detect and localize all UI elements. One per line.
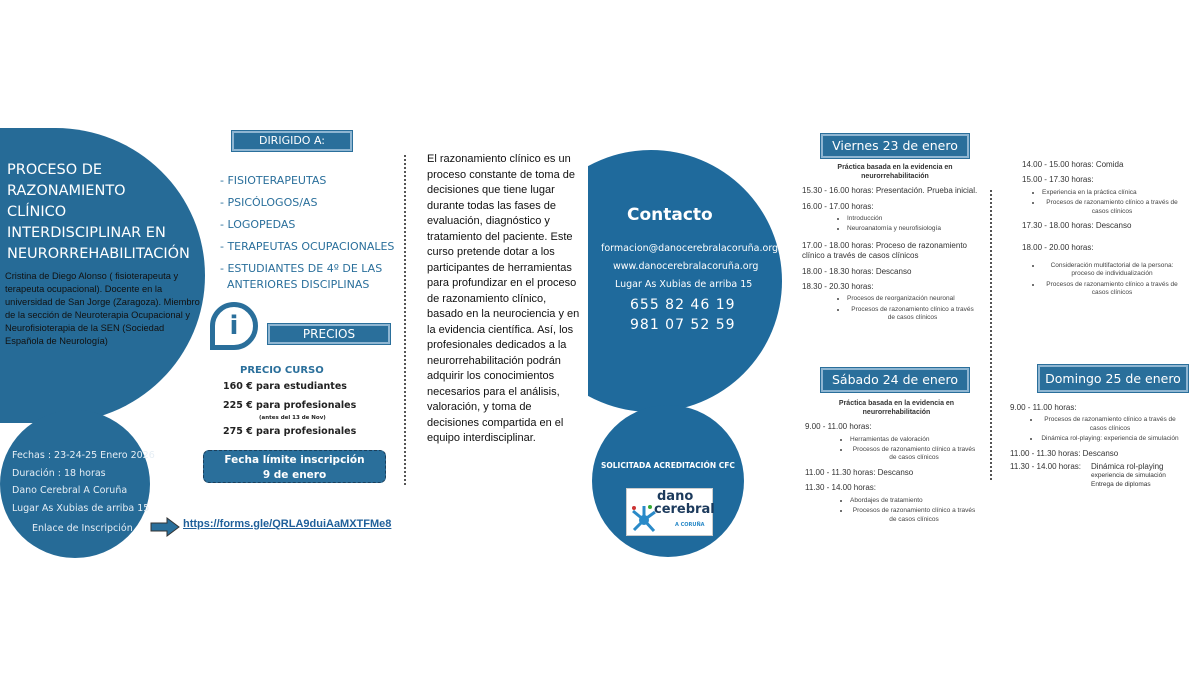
slot-item: • Procesos de razonamiento clínico a través de casos clínicos — [1042, 199, 1192, 216]
divider — [404, 155, 406, 485]
course-title — [7, 160, 190, 265]
place: Lugar As Xubias de arriba 15 — [12, 502, 150, 514]
closing-line: experiencia de simulación — [1091, 472, 1166, 480]
precio-curso-title: PRECIO CURSO — [240, 365, 324, 376]
contact-phone-2: 981 07 52 59 — [630, 317, 736, 333]
dates: Fechas : 23-24-25 Enero 2026 — [12, 450, 155, 461]
slot-items — [847, 295, 988, 322]
slot: 11.00 - 11.30 horas: Descanso — [1010, 448, 1119, 458]
slot: 11.30 - 14.00 horas: — [1010, 462, 1082, 472]
precios-header: PRECIOS — [268, 324, 390, 344]
organizer: Dano Cerebral A Coruña — [12, 485, 128, 496]
slot-items — [1042, 262, 1192, 298]
viernes-schedule — [802, 160, 988, 325]
dirigido-header: DIRIGIDO A: — [232, 131, 352, 151]
accreditation-text: SOLICITADA ACREDITACIÓN CFC — [601, 461, 735, 470]
closing-title: Dinámica rol-playing — [1091, 462, 1164, 472]
enlace-label: Enlace de Inscripción — [32, 523, 133, 534]
slot-item: • Experiencia en la práctica clínica — [1042, 189, 1192, 197]
slot: 18.00 - 20.00 horas: — [1022, 243, 1094, 253]
slot: 11.00 - 11.30 horas: Descanso — [805, 467, 914, 477]
slot: 15.30 - 16.00 horas: Presentación. Prueba inicial. — [802, 186, 978, 196]
slot: 17.00 - 18.00 horas: Proceso de razonamiento clínico a través de casos clínicos — [802, 240, 967, 261]
sabado-subtitle: Práctica basada en la evidencia en neurorrehabilitación — [838, 400, 955, 417]
slot-items — [1040, 416, 1190, 443]
title-line: INTERDISCIPLINAR EN — [7, 225, 166, 241]
slot-item: • Procesos de razonamiento clínico a través de casos clínicos — [850, 446, 988, 463]
price-early: 225 € para profesionales — [223, 400, 357, 411]
slot-item: • Procesos de razonamiento clínico a través de casos clínicos — [850, 507, 988, 524]
slot: 9.00 - 11.00 horas: — [1010, 403, 1077, 412]
audience-item: - LOGOPEDAS — [220, 218, 296, 231]
domingo-header: Domingo 25 de enero — [1038, 365, 1188, 392]
audience-item: ANTERIORES DISCIPLINAS — [227, 278, 370, 291]
slot-items — [850, 497, 988, 524]
slot-item: • Procesos de razonamiento clínico a través de casos clínicos — [847, 306, 988, 323]
slot: 17.30 - 18.00 horas: Descanso — [1022, 221, 1132, 231]
contact-phone-1: 655 82 46 19 — [630, 297, 736, 313]
logo-text: cerebral — [654, 502, 715, 517]
slot: 15.00 - 17.30 horas: — [1022, 175, 1094, 185]
instructor-bio: Cristina de Diego Alonso ( fisioterapeuta y terapeuta ocupacional). Docente en la universidad de San Jorge (Zaragoza). Miembro de la sección de Neuroterapia Ocupacional y Neurofisioterapia de la SEN (Sociedad Española de Neurología) — [5, 271, 200, 346]
slot: 11.30 - 14.00 horas: — [805, 483, 877, 493]
course-description: El razonamiento clínico es un proceso constante de toma de decisiones que tiene lugar durante todas las fases de evaluación, diagnóstico y tratamiento del paciente. Este curso pretende dotar a los participantes de herramientas para profundizar en el proceso de razonamiento clínico, basado en la neurociencia y en la evidencia científica. Así, los profesionales dedicados a la neurorrehabilitación podrán adquirir los conocimientos necesarios para el análisis, valoración, y toma de decisiones compartida en el equipo interdisciplinar. — [427, 153, 580, 444]
title-line: RAZONAMIENTO — [7, 183, 126, 199]
slot-items — [850, 436, 988, 463]
audience-item: - FISIOTERAPEUTAS — [220, 174, 327, 187]
contact-title: Contacto — [627, 205, 713, 225]
deadline-date: 9 de enero — [262, 469, 327, 481]
sabado-header: Sábado 24 de enero — [821, 368, 969, 392]
deadline-box — [203, 450, 386, 483]
viernes-subtitle: Práctica basada en la evidencia en neurorrehabilitación — [837, 164, 953, 181]
logo-text: A CORUÑA — [675, 522, 705, 528]
slot: 14.00 - 15.00 horas: Comida — [1022, 160, 1124, 169]
slot-items — [1042, 189, 1192, 216]
closing-slot — [1010, 462, 1190, 489]
contact-email[interactable]: formacion@danocerebralacoruña.org — [601, 243, 779, 254]
slot: 16.00 - 17.00 horas: — [802, 201, 874, 211]
slot-item: • Dinámica rol-playing: experiencia de simulación — [1040, 435, 1190, 443]
slot: 18.30 - 20.30 horas: — [802, 282, 874, 292]
course-info — [12, 447, 155, 538]
price-early-note: (antes del 13 de Nov) — [259, 415, 326, 421]
deadline-label: Fecha límite inscripción — [224, 454, 365, 466]
price-professionals: 275 € para profesionales — [223, 426, 357, 437]
audience-list — [220, 170, 394, 293]
viernes-header: Viernes 23 de enero — [821, 134, 969, 158]
divider — [990, 190, 992, 480]
domingo-schedule — [1010, 398, 1190, 489]
closing-detail — [1091, 462, 1190, 489]
slot-item: • Procesos de razonamiento clínico a través de casos clínicos — [1040, 416, 1190, 433]
title-line: NEURORREHABILITACIÓN — [7, 246, 190, 262]
contact-place: Lugar As Xubias de arriba 15 — [615, 279, 753, 290]
price-students: 160 € para estudiantes — [223, 381, 347, 392]
slot-item: • Consideración multifactorial de la persona: proceso de individualización — [1042, 262, 1192, 279]
dano-cerebral-logo — [626, 488, 713, 536]
slot-item: • Procesos de razonamiento clínico a través de casos clínicos — [1042, 281, 1192, 298]
audience-item: - TERAPEUTAS OCUPACIONALES — [220, 240, 395, 253]
slot-item: • Neuroanatomía y neurofisiología — [847, 225, 988, 233]
contact-web[interactable]: www.danocerebralacoruña.org — [613, 261, 759, 272]
closing-line: Entrega de diplomas — [1091, 480, 1151, 488]
slot-item: • Abordajes de tratamiento — [850, 497, 988, 505]
slot: 18.00 - 18.30 horas: Descanso — [802, 266, 912, 276]
slot-item: • Herramientas de valoración — [850, 436, 988, 444]
slot-items — [847, 215, 988, 234]
title-line: CLÍNICO — [7, 204, 67, 220]
info-icon: i — [210, 302, 258, 350]
registration-link[interactable]: https://forms.gle/QRLA9duiAaMXTFMe8 — [183, 518, 392, 530]
slot: 9.00 - 11.00 horas: — [805, 422, 872, 432]
duration: Duración : 18 horas — [12, 467, 106, 479]
slot-item: • Procesos de reorganización neuronal — [847, 295, 988, 303]
viernes-afternoon-schedule — [1022, 155, 1192, 300]
audience-item: - PSICÓLOGOS/AS — [220, 196, 318, 209]
sabado-schedule — [805, 396, 988, 526]
arrow-right-icon — [150, 517, 180, 537]
audience-item: - ESTUDIANTES DE 4º DE LAS — [220, 262, 383, 275]
logo-text: dano — [657, 489, 694, 504]
slot-item: • Introducción — [847, 215, 988, 223]
title-line: PROCESO DE — [7, 162, 103, 178]
